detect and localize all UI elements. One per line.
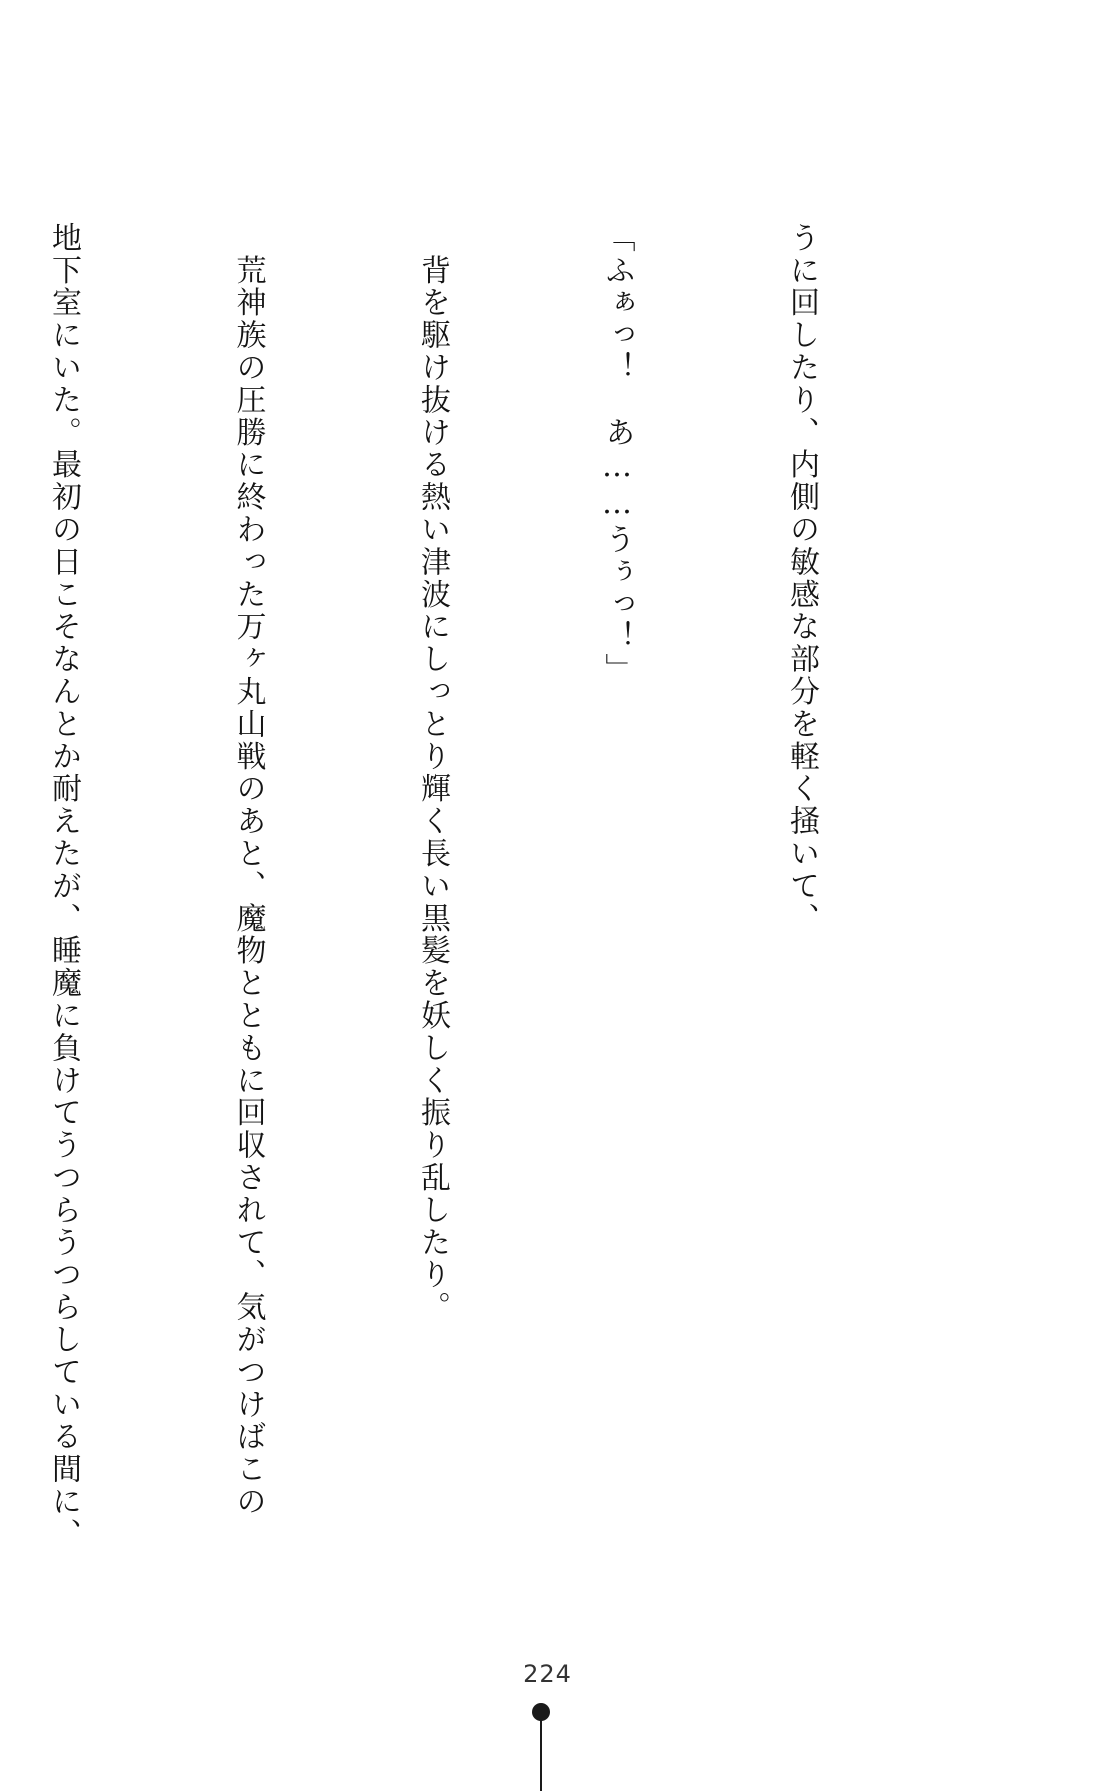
text-line: 背を駆け抜ける熱い津波にしっとり輝く長い黒髪を妖しく振り乱したり。 (415, 222, 450, 1324)
text-line: 荒神族の圧勝に終わった万ヶ丸山戦のあと、魔物とともに回収されて、気がつけばこの (230, 222, 266, 1518)
page-number: 224 (523, 1660, 572, 1688)
folio-line-ornament (540, 1719, 542, 1791)
vertical-text-body (0, 222, 955, 1551)
text-line: うに回したり、内側の敏感な部分を軽く掻いて、 (784, 222, 819, 935)
text-line: 地下室にいた。最初の日こそなんとか耐えたが、睡魔に負けてうつらうつらしている間に、 (46, 222, 81, 1551)
text-line: 「ふぁっ！ あ……うぅっ！」 (599, 222, 635, 686)
